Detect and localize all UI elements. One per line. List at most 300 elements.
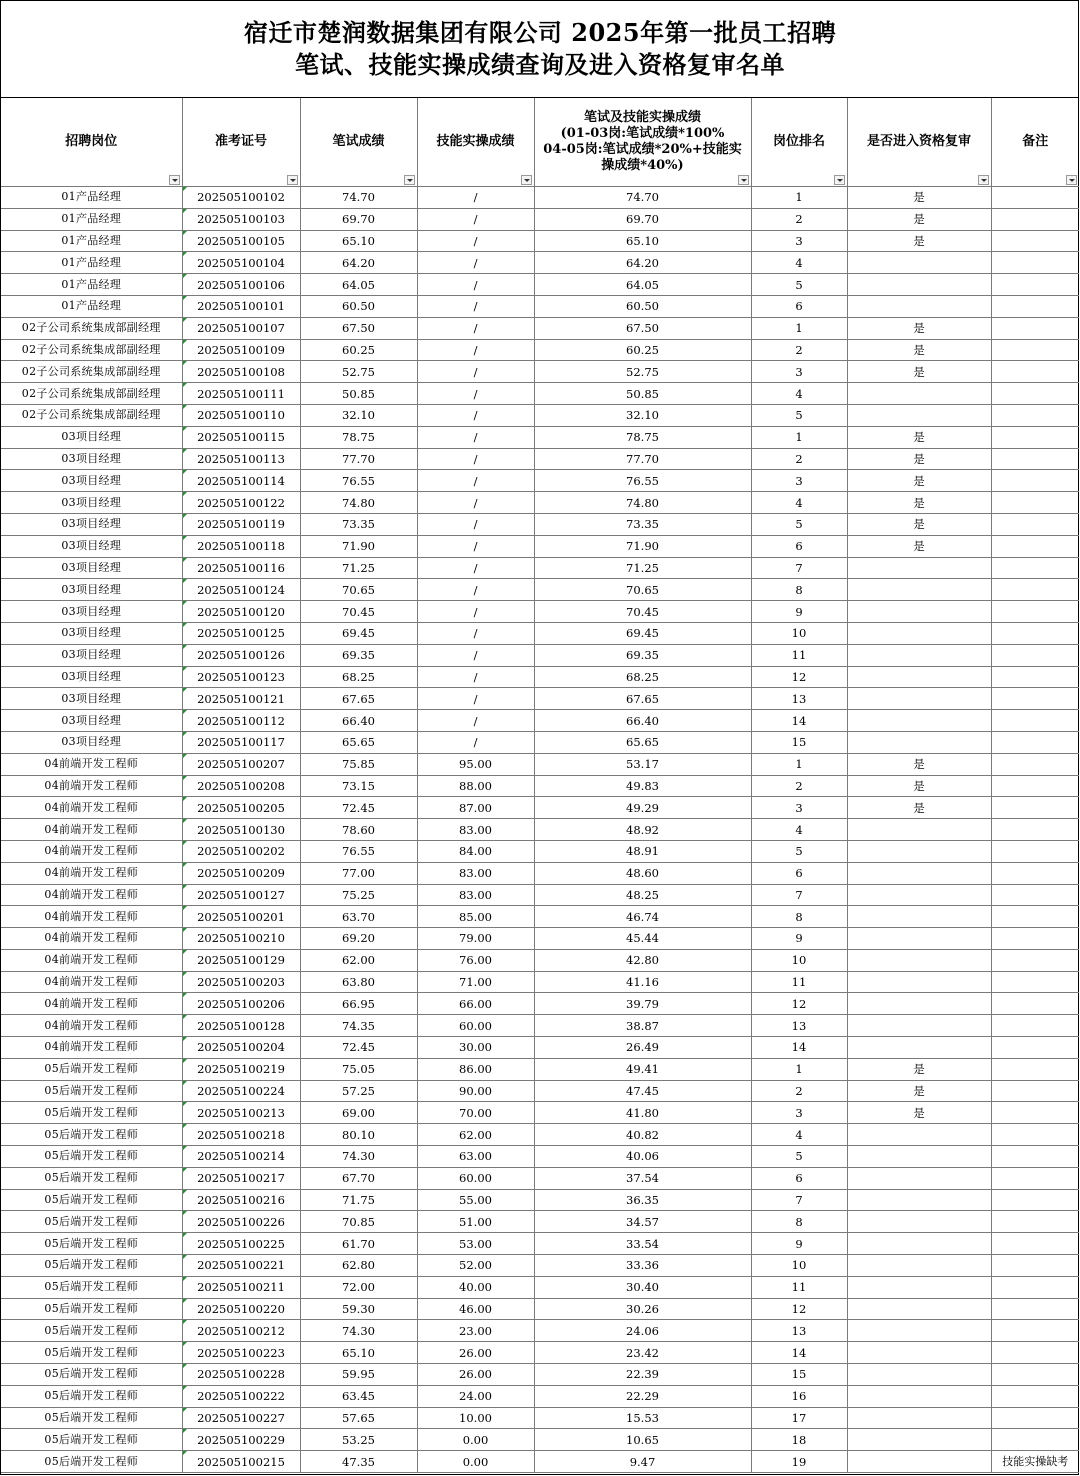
cell-practical-score[interactable]: / <box>417 448 534 470</box>
table-row[interactable] <box>1 470 1079 492</box>
table-row[interactable] <box>1 252 1079 274</box>
cell-written-score[interactable]: 61.70 <box>300 1233 417 1255</box>
cell-total-score[interactable]: 48.60 <box>534 862 751 884</box>
cell-total-score[interactable]: 30.40 <box>534 1276 751 1298</box>
cell-note[interactable] <box>991 906 1079 928</box>
cell-total-score[interactable]: 33.36 <box>534 1255 751 1277</box>
cell-practical-score[interactable]: / <box>417 295 534 317</box>
cell-position[interactable]: 01产品经理 <box>1 208 182 230</box>
filter-dropdown-icon[interactable] <box>834 175 845 185</box>
cell-written-score[interactable]: 59.95 <box>300 1364 417 1386</box>
table-row[interactable] <box>1 1298 1079 1320</box>
cell-note[interactable] <box>991 1407 1079 1429</box>
cell-practical-score[interactable]: 85.00 <box>417 906 534 928</box>
table-row[interactable] <box>1 1276 1079 1298</box>
cell-note[interactable] <box>991 187 1079 209</box>
cell-note[interactable] <box>991 819 1079 841</box>
table-row[interactable] <box>1 1385 1079 1407</box>
table-row[interactable] <box>1 666 1079 688</box>
cell-position[interactable]: 04前端开发工程师 <box>1 819 182 841</box>
cell-ticket-number[interactable]: 202505100103 <box>182 208 300 230</box>
cell-total-score[interactable]: 41.16 <box>534 971 751 993</box>
cell-total-score[interactable]: 60.50 <box>534 295 751 317</box>
cell-practical-score[interactable]: 70.00 <box>417 1102 534 1124</box>
cell-total-score[interactable]: 73.35 <box>534 513 751 535</box>
cell-review-status[interactable] <box>847 644 991 666</box>
cell-written-score[interactable]: 63.70 <box>300 906 417 928</box>
table-row[interactable] <box>1 339 1079 361</box>
cell-practical-score[interactable]: 76.00 <box>417 949 534 971</box>
cell-total-score[interactable]: 40.82 <box>534 1124 751 1146</box>
cell-total-score[interactable]: 15.53 <box>534 1407 751 1429</box>
cell-rank[interactable]: 10 <box>751 949 847 971</box>
cell-note[interactable] <box>991 404 1079 426</box>
cell-note[interactable] <box>991 622 1079 644</box>
cell-note[interactable] <box>991 971 1079 993</box>
cell-rank[interactable]: 3 <box>751 361 847 383</box>
cell-note[interactable] <box>991 1167 1079 1189</box>
cell-note[interactable]: 技能实操缺考 <box>991 1451 1079 1473</box>
cell-ticket-number[interactable]: 202505100122 <box>182 492 300 514</box>
cell-rank[interactable]: 10 <box>751 622 847 644</box>
cell-note[interactable] <box>991 949 1079 971</box>
cell-written-score[interactable]: 50.85 <box>300 383 417 405</box>
cell-written-score[interactable]: 67.65 <box>300 688 417 710</box>
cell-review-status[interactable] <box>847 1015 991 1037</box>
cell-practical-score[interactable]: / <box>417 513 534 535</box>
cell-position[interactable]: 04前端开发工程师 <box>1 928 182 950</box>
cell-total-score[interactable]: 24.06 <box>534 1320 751 1342</box>
cell-practical-score[interactable]: 40.00 <box>417 1276 534 1298</box>
cell-review-status[interactable] <box>847 1124 991 1146</box>
cell-practical-score[interactable]: 30.00 <box>417 1037 534 1059</box>
cell-practical-score[interactable]: / <box>417 710 534 732</box>
filter-dropdown-icon[interactable] <box>1066 175 1077 185</box>
table-row[interactable] <box>1 1058 1079 1080</box>
cell-total-score[interactable]: 49.83 <box>534 775 751 797</box>
cell-written-score[interactable]: 74.80 <box>300 492 417 514</box>
cell-total-score[interactable]: 67.65 <box>534 688 751 710</box>
cell-note[interactable] <box>991 1276 1079 1298</box>
cell-ticket-number[interactable]: 202505100104 <box>182 252 300 274</box>
cell-rank[interactable]: 6 <box>751 862 847 884</box>
cell-total-score[interactable]: 40.06 <box>534 1146 751 1168</box>
table-row[interactable] <box>1 187 1079 209</box>
cell-position[interactable]: 03项目经理 <box>1 470 182 492</box>
cell-note[interactable] <box>991 1342 1079 1364</box>
cell-practical-score[interactable]: 10.00 <box>417 1407 534 1429</box>
cell-position[interactable]: 03项目经理 <box>1 579 182 601</box>
cell-practical-score[interactable]: 88.00 <box>417 775 534 797</box>
cell-position[interactable]: 05后端开发工程师 <box>1 1146 182 1168</box>
cell-practical-score[interactable]: / <box>417 317 534 339</box>
cell-ticket-number[interactable]: 202505100213 <box>182 1102 300 1124</box>
cell-review-status[interactable] <box>847 666 991 688</box>
filter-dropdown-icon[interactable] <box>521 175 532 185</box>
cell-position[interactable]: 04前端开发工程师 <box>1 1015 182 1037</box>
cell-practical-score[interactable]: 55.00 <box>417 1189 534 1211</box>
cell-review-status[interactable] <box>847 1364 991 1386</box>
cell-ticket-number[interactable]: 202505100225 <box>182 1233 300 1255</box>
cell-ticket-number[interactable]: 202505100222 <box>182 1385 300 1407</box>
cell-review-status[interactable] <box>847 971 991 993</box>
cell-review-status[interactable] <box>847 274 991 296</box>
cell-rank[interactable]: 10 <box>751 1255 847 1277</box>
cell-review-status[interactable]: 是 <box>847 513 991 535</box>
cell-rank[interactable]: 6 <box>751 535 847 557</box>
cell-written-score[interactable]: 74.35 <box>300 1015 417 1037</box>
cell-ticket-number[interactable]: 202505100215 <box>182 1451 300 1473</box>
cell-practical-score[interactable]: / <box>417 208 534 230</box>
cell-position[interactable]: 03项目经理 <box>1 557 182 579</box>
cell-position[interactable]: 05后端开发工程师 <box>1 1342 182 1364</box>
cell-rank[interactable]: 5 <box>751 404 847 426</box>
cell-position[interactable]: 04前端开发工程师 <box>1 753 182 775</box>
cell-written-score[interactable]: 69.35 <box>300 644 417 666</box>
cell-written-score[interactable]: 69.45 <box>300 622 417 644</box>
cell-rank[interactable]: 18 <box>751 1429 847 1451</box>
cell-review-status[interactable] <box>847 601 991 623</box>
cell-written-score[interactable]: 63.45 <box>300 1385 417 1407</box>
cell-note[interactable] <box>991 230 1079 252</box>
cell-rank[interactable]: 11 <box>751 1276 847 1298</box>
cell-position[interactable]: 04前端开发工程师 <box>1 971 182 993</box>
cell-note[interactable] <box>991 448 1079 470</box>
cell-written-score[interactable]: 77.00 <box>300 862 417 884</box>
cell-ticket-number[interactable]: 202505100205 <box>182 797 300 819</box>
cell-total-score[interactable]: 69.35 <box>534 644 751 666</box>
cell-practical-score[interactable]: 71.00 <box>417 971 534 993</box>
table-row[interactable] <box>1 775 1079 797</box>
cell-rank[interactable]: 16 <box>751 1385 847 1407</box>
cell-practical-score[interactable]: 23.00 <box>417 1320 534 1342</box>
cell-ticket-number[interactable]: 202505100109 <box>182 339 300 361</box>
cell-ticket-number[interactable]: 202505100202 <box>182 840 300 862</box>
table-row[interactable] <box>1 971 1079 993</box>
cell-rank[interactable]: 9 <box>751 601 847 623</box>
cell-rank[interactable]: 7 <box>751 1189 847 1211</box>
cell-practical-score[interactable]: 60.00 <box>417 1015 534 1037</box>
cell-review-status[interactable] <box>847 1385 991 1407</box>
cell-note[interactable] <box>991 710 1079 732</box>
cell-rank[interactable]: 17 <box>751 1407 847 1429</box>
cell-review-status[interactable]: 是 <box>847 187 991 209</box>
cell-practical-score[interactable]: 86.00 <box>417 1058 534 1080</box>
filter-dropdown-icon[interactable] <box>404 175 415 185</box>
cell-rank[interactable]: 14 <box>751 1037 847 1059</box>
table-row[interactable] <box>1 1320 1079 1342</box>
cell-practical-score[interactable]: 0.00 <box>417 1429 534 1451</box>
cell-practical-score[interactable]: 26.00 <box>417 1342 534 1364</box>
cell-practical-score[interactable]: / <box>417 666 534 688</box>
cell-rank[interactable]: 1 <box>751 1058 847 1080</box>
cell-rank[interactable]: 3 <box>751 230 847 252</box>
cell-rank[interactable]: 6 <box>751 295 847 317</box>
cell-note[interactable] <box>991 492 1079 514</box>
cell-total-score[interactable]: 48.91 <box>534 840 751 862</box>
cell-rank[interactable]: 1 <box>751 317 847 339</box>
cell-total-score[interactable]: 9.47 <box>534 1451 751 1473</box>
cell-total-score[interactable]: 39.79 <box>534 993 751 1015</box>
cell-ticket-number[interactable]: 202505100113 <box>182 448 300 470</box>
cell-note[interactable] <box>991 1189 1079 1211</box>
cell-practical-score[interactable]: 60.00 <box>417 1167 534 1189</box>
cell-position[interactable]: 01产品经理 <box>1 252 182 274</box>
table-row[interactable] <box>1 731 1079 753</box>
cell-written-score[interactable]: 62.80 <box>300 1255 417 1277</box>
cell-review-status[interactable] <box>847 252 991 274</box>
table-row[interactable] <box>1 557 1079 579</box>
cell-review-status[interactable] <box>847 1167 991 1189</box>
table-row[interactable] <box>1 710 1079 732</box>
cell-position[interactable]: 03项目经理 <box>1 601 182 623</box>
cell-practical-score[interactable]: / <box>417 731 534 753</box>
cell-review-status[interactable]: 是 <box>847 1080 991 1102</box>
cell-review-status[interactable] <box>847 906 991 928</box>
cell-review-status[interactable] <box>847 1146 991 1168</box>
cell-note[interactable] <box>991 797 1079 819</box>
cell-practical-score[interactable]: 83.00 <box>417 884 534 906</box>
cell-practical-score[interactable]: 83.00 <box>417 862 534 884</box>
table-row[interactable] <box>1 535 1079 557</box>
cell-written-score[interactable]: 47.35 <box>300 1451 417 1473</box>
cell-rank[interactable]: 4 <box>751 252 847 274</box>
cell-note[interactable] <box>991 1233 1079 1255</box>
filter-dropdown-icon[interactable] <box>287 175 298 185</box>
cell-position[interactable]: 03项目经理 <box>1 492 182 514</box>
cell-rank[interactable]: 14 <box>751 710 847 732</box>
cell-position[interactable]: 04前端开发工程师 <box>1 906 182 928</box>
cell-total-score[interactable]: 50.85 <box>534 383 751 405</box>
cell-ticket-number[interactable]: 202505100124 <box>182 579 300 601</box>
cell-position[interactable]: 01产品经理 <box>1 274 182 296</box>
cell-total-score[interactable]: 64.20 <box>534 252 751 274</box>
cell-written-score[interactable]: 75.85 <box>300 753 417 775</box>
cell-written-score[interactable]: 78.60 <box>300 819 417 841</box>
cell-review-status[interactable] <box>847 1298 991 1320</box>
cell-practical-score[interactable]: 46.00 <box>417 1298 534 1320</box>
cell-note[interactable] <box>991 1146 1079 1168</box>
cell-review-status[interactable]: 是 <box>847 317 991 339</box>
cell-position[interactable]: 01产品经理 <box>1 230 182 252</box>
cell-practical-score[interactable]: / <box>417 383 534 405</box>
table-row[interactable] <box>1 1342 1079 1364</box>
cell-note[interactable] <box>991 1429 1079 1451</box>
cell-note[interactable] <box>991 1298 1079 1320</box>
cell-review-status[interactable] <box>847 1342 991 1364</box>
cell-note[interactable] <box>991 884 1079 906</box>
cell-total-score[interactable]: 26.49 <box>534 1037 751 1059</box>
cell-ticket-number[interactable]: 202505100228 <box>182 1364 300 1386</box>
cell-review-status[interactable]: 是 <box>847 775 991 797</box>
table-row[interactable] <box>1 1037 1079 1059</box>
cell-review-status[interactable] <box>847 557 991 579</box>
cell-total-score[interactable]: 49.29 <box>534 797 751 819</box>
cell-ticket-number[interactable]: 202505100126 <box>182 644 300 666</box>
table-row[interactable] <box>1 404 1079 426</box>
cell-ticket-number[interactable]: 202505100105 <box>182 230 300 252</box>
cell-ticket-number[interactable]: 202505100119 <box>182 513 300 535</box>
cell-ticket-number[interactable]: 202505100117 <box>182 731 300 753</box>
cell-total-score[interactable]: 22.39 <box>534 1364 751 1386</box>
cell-position[interactable]: 01产品经理 <box>1 187 182 209</box>
table-row[interactable] <box>1 1124 1079 1146</box>
cell-review-status[interactable]: 是 <box>847 1102 991 1124</box>
cell-ticket-number[interactable]: 202505100123 <box>182 666 300 688</box>
table-row[interactable] <box>1 884 1079 906</box>
cell-review-status[interactable]: 是 <box>847 470 991 492</box>
cell-note[interactable] <box>991 1320 1079 1342</box>
cell-total-score[interactable]: 70.45 <box>534 601 751 623</box>
cell-ticket-number[interactable]: 202505100212 <box>182 1320 300 1342</box>
table-row[interactable] <box>1 513 1079 535</box>
cell-rank[interactable]: 4 <box>751 383 847 405</box>
cell-written-score[interactable]: 69.00 <box>300 1102 417 1124</box>
cell-ticket-number[interactable]: 202505100217 <box>182 1167 300 1189</box>
cell-note[interactable] <box>991 426 1079 448</box>
cell-review-status[interactable]: 是 <box>847 797 991 819</box>
cell-note[interactable] <box>991 731 1079 753</box>
cell-ticket-number[interactable]: 202505100210 <box>182 928 300 950</box>
cell-review-status[interactable]: 是 <box>847 339 991 361</box>
cell-written-score[interactable]: 57.25 <box>300 1080 417 1102</box>
table-row[interactable] <box>1 906 1079 928</box>
cell-position[interactable]: 05后端开发工程师 <box>1 1255 182 1277</box>
cell-review-status[interactable] <box>847 1189 991 1211</box>
cell-review-status[interactable]: 是 <box>847 208 991 230</box>
table-row[interactable] <box>1 448 1079 470</box>
cell-total-score[interactable]: 68.25 <box>534 666 751 688</box>
cell-note[interactable] <box>991 1385 1079 1407</box>
cell-position[interactable]: 01产品经理 <box>1 295 182 317</box>
cell-written-score[interactable]: 60.50 <box>300 295 417 317</box>
filter-dropdown-icon[interactable] <box>169 175 180 185</box>
cell-position[interactable]: 02子公司系统集成部副经理 <box>1 361 182 383</box>
cell-written-score[interactable]: 70.65 <box>300 579 417 601</box>
cell-note[interactable] <box>991 928 1079 950</box>
cell-written-score[interactable]: 64.20 <box>300 252 417 274</box>
cell-rank[interactable]: 3 <box>751 470 847 492</box>
cell-written-score[interactable]: 75.05 <box>300 1058 417 1080</box>
cell-ticket-number[interactable]: 202505100226 <box>182 1211 300 1233</box>
table-row[interactable] <box>1 1429 1079 1451</box>
cell-review-status[interactable] <box>847 1233 991 1255</box>
cell-position[interactable]: 03项目经理 <box>1 644 182 666</box>
cell-position[interactable]: 04前端开发工程师 <box>1 949 182 971</box>
cell-ticket-number[interactable]: 202505100128 <box>182 1015 300 1037</box>
cell-practical-score[interactable]: / <box>417 535 534 557</box>
cell-written-score[interactable]: 70.45 <box>300 601 417 623</box>
cell-position[interactable]: 04前端开发工程师 <box>1 993 182 1015</box>
cell-total-score[interactable]: 74.70 <box>534 187 751 209</box>
cell-note[interactable] <box>991 579 1079 601</box>
cell-note[interactable] <box>991 840 1079 862</box>
cell-written-score[interactable]: 71.25 <box>300 557 417 579</box>
cell-practical-score[interactable]: / <box>417 470 534 492</box>
cell-position[interactable]: 03项目经理 <box>1 622 182 644</box>
cell-note[interactable] <box>991 470 1079 492</box>
cell-note[interactable] <box>991 252 1079 274</box>
cell-practical-score[interactable]: 53.00 <box>417 1233 534 1255</box>
table-row[interactable] <box>1 688 1079 710</box>
cell-position[interactable]: 03项目经理 <box>1 513 182 535</box>
cell-review-status[interactable] <box>847 622 991 644</box>
cell-ticket-number[interactable]: 202505100206 <box>182 993 300 1015</box>
cell-note[interactable] <box>991 1211 1079 1233</box>
cell-total-score[interactable]: 22.29 <box>534 1385 751 1407</box>
cell-position[interactable]: 04前端开发工程师 <box>1 1037 182 1059</box>
cell-written-score[interactable]: 74.70 <box>300 187 417 209</box>
cell-position[interactable]: 05后端开发工程师 <box>1 1102 182 1124</box>
cell-total-score[interactable]: 48.25 <box>534 884 751 906</box>
cell-written-score[interactable]: 62.00 <box>300 949 417 971</box>
cell-written-score[interactable]: 75.25 <box>300 884 417 906</box>
cell-rank[interactable]: 2 <box>751 448 847 470</box>
table-row[interactable] <box>1 1364 1079 1386</box>
cell-note[interactable] <box>991 1080 1079 1102</box>
cell-position[interactable]: 05后端开发工程师 <box>1 1364 182 1386</box>
cell-written-score[interactable]: 73.15 <box>300 775 417 797</box>
cell-ticket-number[interactable]: 202505100208 <box>182 775 300 797</box>
cell-total-score[interactable]: 46.74 <box>534 906 751 928</box>
cell-ticket-number[interactable]: 202505100204 <box>182 1037 300 1059</box>
cell-position[interactable]: 04前端开发工程师 <box>1 797 182 819</box>
cell-position[interactable]: 05后端开发工程师 <box>1 1080 182 1102</box>
cell-total-score[interactable]: 78.75 <box>534 426 751 448</box>
cell-position[interactable]: 03项目经理 <box>1 666 182 688</box>
table-row[interactable] <box>1 622 1079 644</box>
filter-dropdown-icon[interactable] <box>978 175 989 185</box>
cell-written-score[interactable]: 70.85 <box>300 1211 417 1233</box>
cell-ticket-number[interactable]: 202505100106 <box>182 274 300 296</box>
cell-total-score[interactable]: 67.50 <box>534 317 751 339</box>
table-row[interactable] <box>1 317 1079 339</box>
cell-rank[interactable]: 5 <box>751 840 847 862</box>
cell-review-status[interactable] <box>847 579 991 601</box>
cell-position[interactable]: 05后端开发工程师 <box>1 1276 182 1298</box>
cell-total-score[interactable]: 71.90 <box>534 535 751 557</box>
cell-rank[interactable]: 6 <box>751 1167 847 1189</box>
cell-total-score[interactable]: 30.26 <box>534 1298 751 1320</box>
cell-position[interactable]: 04前端开发工程师 <box>1 862 182 884</box>
cell-ticket-number[interactable]: 202505100102 <box>182 187 300 209</box>
cell-position[interactable]: 05后端开发工程师 <box>1 1124 182 1146</box>
table-row[interactable] <box>1 1451 1079 1473</box>
cell-position[interactable]: 04前端开发工程师 <box>1 884 182 906</box>
cell-practical-score[interactable]: / <box>417 252 534 274</box>
cell-rank[interactable]: 4 <box>751 1124 847 1146</box>
table-row[interactable] <box>1 426 1079 448</box>
table-row[interactable] <box>1 1102 1079 1124</box>
cell-practical-score[interactable]: 79.00 <box>417 928 534 950</box>
table-row[interactable] <box>1 1167 1079 1189</box>
cell-total-score[interactable]: 77.70 <box>534 448 751 470</box>
cell-ticket-number[interactable]: 202505100112 <box>182 710 300 732</box>
cell-ticket-number[interactable]: 202505100227 <box>182 1407 300 1429</box>
cell-rank[interactable]: 5 <box>751 274 847 296</box>
table-row[interactable] <box>1 601 1079 623</box>
cell-written-score[interactable]: 65.10 <box>300 1342 417 1364</box>
table-row[interactable] <box>1 1015 1079 1037</box>
cell-practical-score[interactable]: / <box>417 230 534 252</box>
cell-practical-score[interactable]: / <box>417 361 534 383</box>
cell-rank[interactable]: 1 <box>751 426 847 448</box>
cell-total-score[interactable]: 47.45 <box>534 1080 751 1102</box>
cell-practical-score[interactable]: 51.00 <box>417 1211 534 1233</box>
table-row[interactable] <box>1 1255 1079 1277</box>
cell-practical-score[interactable]: / <box>417 644 534 666</box>
cell-note[interactable] <box>991 513 1079 535</box>
